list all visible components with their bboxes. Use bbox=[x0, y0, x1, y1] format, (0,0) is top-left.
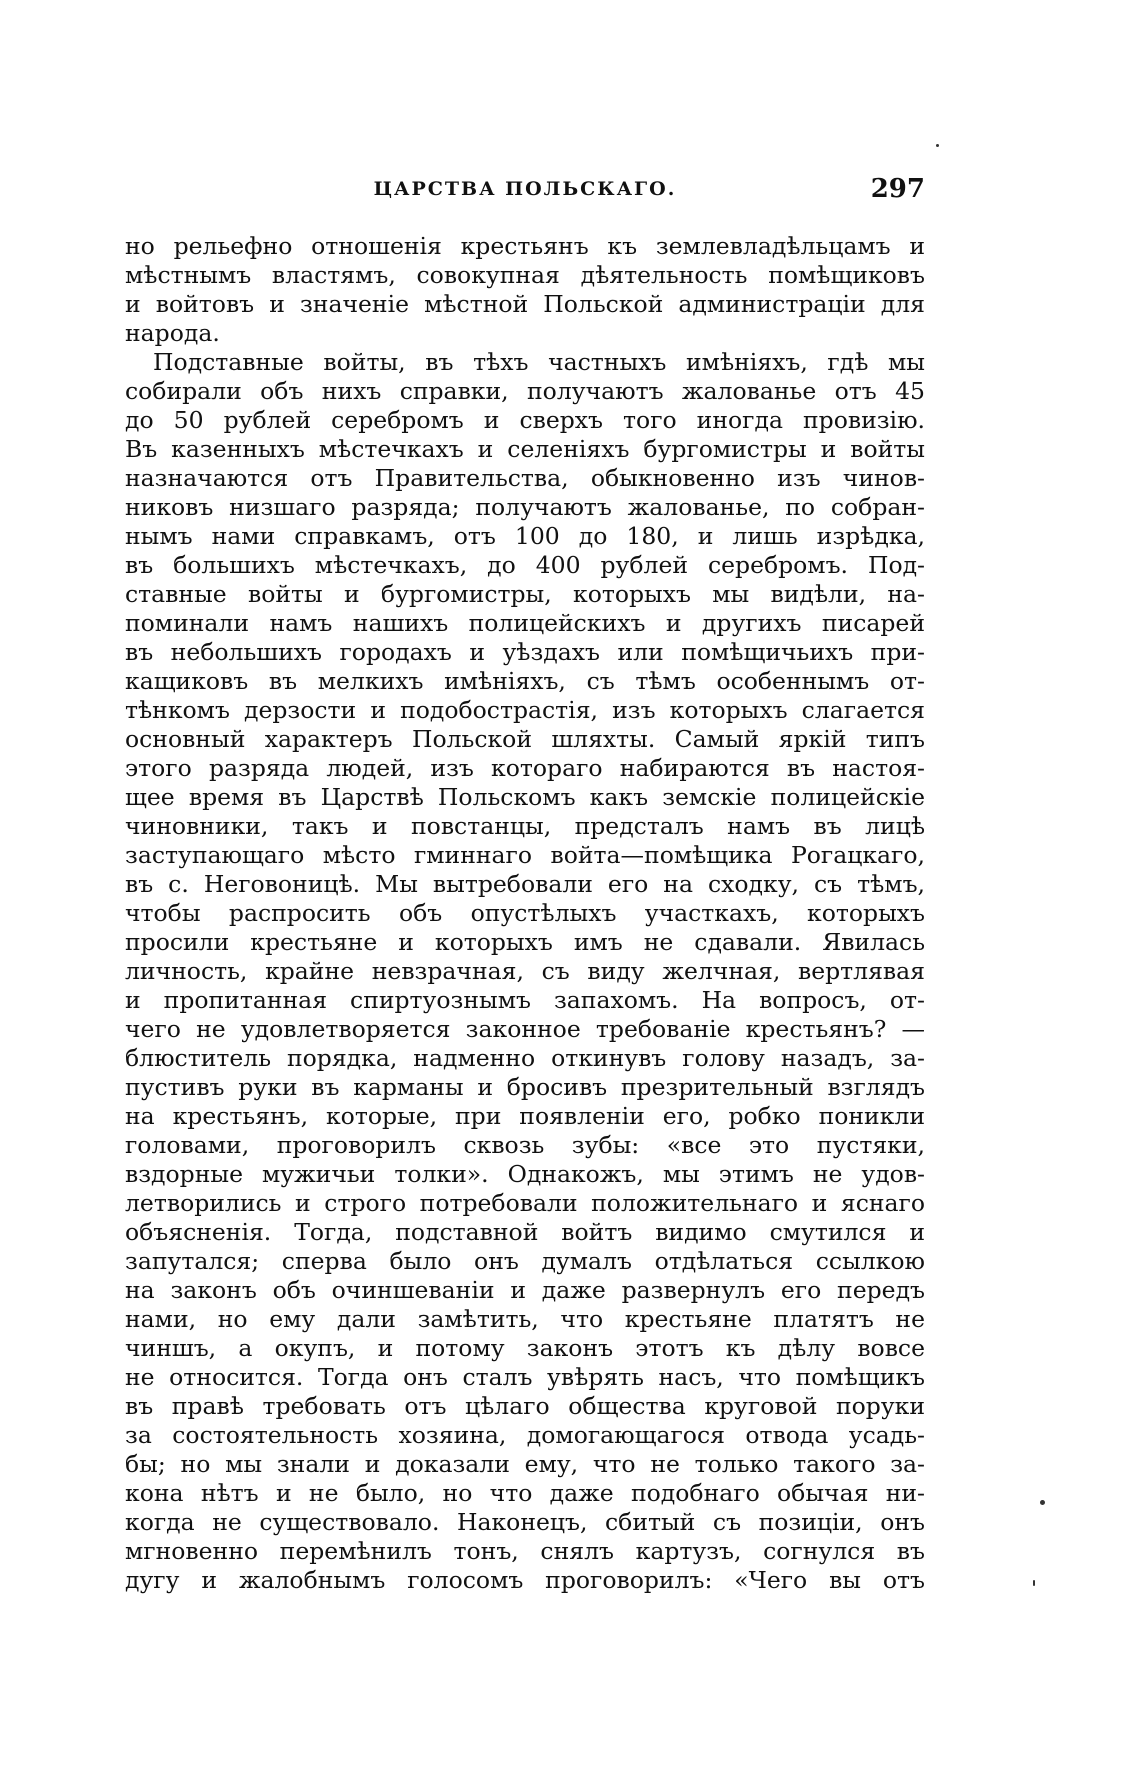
text-line: кона нѣтъ и не было, но что даже подобнаго обычая ни- bbox=[125, 1479, 925, 1507]
text-line: летворились и строго потребовали положительнаго и яснаго bbox=[125, 1189, 925, 1217]
scan-speck bbox=[1033, 1580, 1035, 1586]
text-line: на законъ объ очиншеваніи и даже развернулъ его передъ bbox=[125, 1276, 925, 1304]
text-line: тѣнкомъ дерзости и подобострастія, изъ которыхъ слагается bbox=[125, 696, 925, 724]
text-line: вздорные мужичьи толки». Однакожъ, мы этимъ не удов- bbox=[125, 1160, 925, 1188]
text-line: собирали объ нихъ справки, получаютъ жалованье отъ 45 bbox=[125, 377, 925, 405]
text-line: пустивъ руки въ карманы и бросивъ презрительный взглядъ bbox=[125, 1073, 925, 1101]
text-line: поминали намъ нашихъ полицейскихъ и другихъ писарей bbox=[125, 609, 925, 637]
text-line: въ с. Неговоницѣ. Мы вытребовали его на сходку, съ тѣмъ, bbox=[125, 870, 925, 898]
text-line: мгновенно перемѣнилъ тонъ, снялъ картузъ, согнулся въ bbox=[125, 1537, 925, 1565]
text-line: когда не существовало. Наконецъ, сбитый съ позиціи, онъ bbox=[125, 1508, 925, 1536]
text-line: объясненія. Тогда, подставной войтъ видимо смутился и bbox=[125, 1218, 925, 1246]
text-line: мѣстнымъ властямъ, совокупная дѣятельность помѣщиковъ bbox=[125, 261, 925, 289]
text-line: Въ казенныхъ мѣстечкахъ и селеніяхъ бургомистры и войты bbox=[125, 435, 925, 463]
text-line: народа. bbox=[125, 319, 220, 347]
text-line: нами, но ему дали замѣтить, что крестьяне платятъ не bbox=[125, 1305, 925, 1333]
page-number: 297 bbox=[870, 174, 925, 204]
scan-speck bbox=[936, 144, 939, 147]
text-line: заступающаго мѣсто гминнаго войта—помѣщика Рогацкаго, bbox=[125, 841, 925, 869]
body-text bbox=[125, 232, 925, 1595]
text-line: до 50 рублей серебромъ и сверхъ того иногда провизію. bbox=[125, 406, 925, 434]
text-line: нымъ нами справкамъ, отъ 100 до 180, и лишь изрѣдка, bbox=[125, 522, 925, 550]
text-line: чего не удовлетворяется законное требованіе крестьянъ? — bbox=[125, 1015, 925, 1043]
text-line: головами, проговорилъ сквозь зубы: «все это пустяки, bbox=[125, 1131, 925, 1159]
text-line: щее время въ Царствѣ Польскомъ какъ земскіе полицейскіе bbox=[125, 783, 925, 811]
text-line: чиншъ, а окупъ, и потому законъ этотъ къ дѣлу вовсе bbox=[125, 1334, 925, 1362]
text-line: въ большихъ мѣстечкахъ, до 400 рублей серебромъ. Под- bbox=[125, 551, 925, 579]
text-line: кащиковъ въ мелкихъ имѣніяхъ, съ тѣмъ особеннымъ от- bbox=[125, 667, 925, 695]
text-line: и войтовъ и значеніе мѣстной Польской администраціи для bbox=[125, 290, 925, 318]
text-line: блюститель порядка, надменно откинувъ голову назадъ, за- bbox=[125, 1044, 925, 1072]
text-line: чиновники, такъ и повстанцы, предсталъ намъ въ лицѣ bbox=[125, 812, 925, 840]
scan-speck bbox=[1040, 1500, 1045, 1505]
text-line: просили крестьяне и которыхъ имъ не сдавали. Явилась bbox=[125, 928, 925, 956]
text-line: чтобы распросить объ опустѣлыхъ участкахъ, которыхъ bbox=[125, 899, 925, 927]
text-line: никовъ низшаго разряда; получаютъ жалованье, по собран- bbox=[125, 493, 925, 521]
text-line: за состоятельность хозяина, домогающагося отвода усадь- bbox=[125, 1421, 925, 1449]
text-line: Подставные войты, въ тѣхъ частныхъ имѣніяхъ, гдѣ мы bbox=[153, 348, 925, 376]
text-line: личность, крайне невзрачная, съ виду желчная, вертлявая bbox=[125, 957, 925, 985]
text-line: не относится. Тогда онъ сталъ увѣрять насъ, что помѣщикъ bbox=[125, 1363, 925, 1391]
text-line: назначаются отъ Правительства, обыкновенно изъ чинов- bbox=[125, 464, 925, 492]
text-line: и пропитанная спиртуознымъ запахомъ. На вопросъ, от- bbox=[125, 986, 925, 1014]
text-line: основный характеръ Польской шляхты. Самый яркій типъ bbox=[125, 725, 925, 753]
text-line: этого разряда людей, изъ котораго набираются въ настоя- bbox=[125, 754, 925, 782]
text-line: въ правѣ требовать отъ цѣлаго общества круговой поруки bbox=[125, 1392, 925, 1420]
running-title: ЦАРСТВА ПОЛЬСКАГО. bbox=[373, 178, 677, 200]
text-line: запутался; сперва было онъ думалъ отдѣлаться ссылкою bbox=[125, 1247, 925, 1275]
text-line: дугу и жалобнымъ голосомъ проговорилъ: «Чего вы отъ bbox=[125, 1566, 925, 1594]
text-line: но рельефно отношенія крестьянъ къ землевладѣльцамъ и bbox=[125, 232, 925, 260]
text-line: на крестьянъ, которые, при появленіи его, робко поникли bbox=[125, 1102, 925, 1130]
text-line: ставные войты и бургомистры, которыхъ мы видѣли, на- bbox=[125, 580, 925, 608]
text-line: бы; но мы знали и доказали ему, что не только такого за- bbox=[125, 1450, 925, 1478]
text-line: въ небольшихъ городахъ и уѣздахъ или помѣщичьихъ при- bbox=[125, 638, 925, 666]
running-header bbox=[125, 174, 925, 214]
